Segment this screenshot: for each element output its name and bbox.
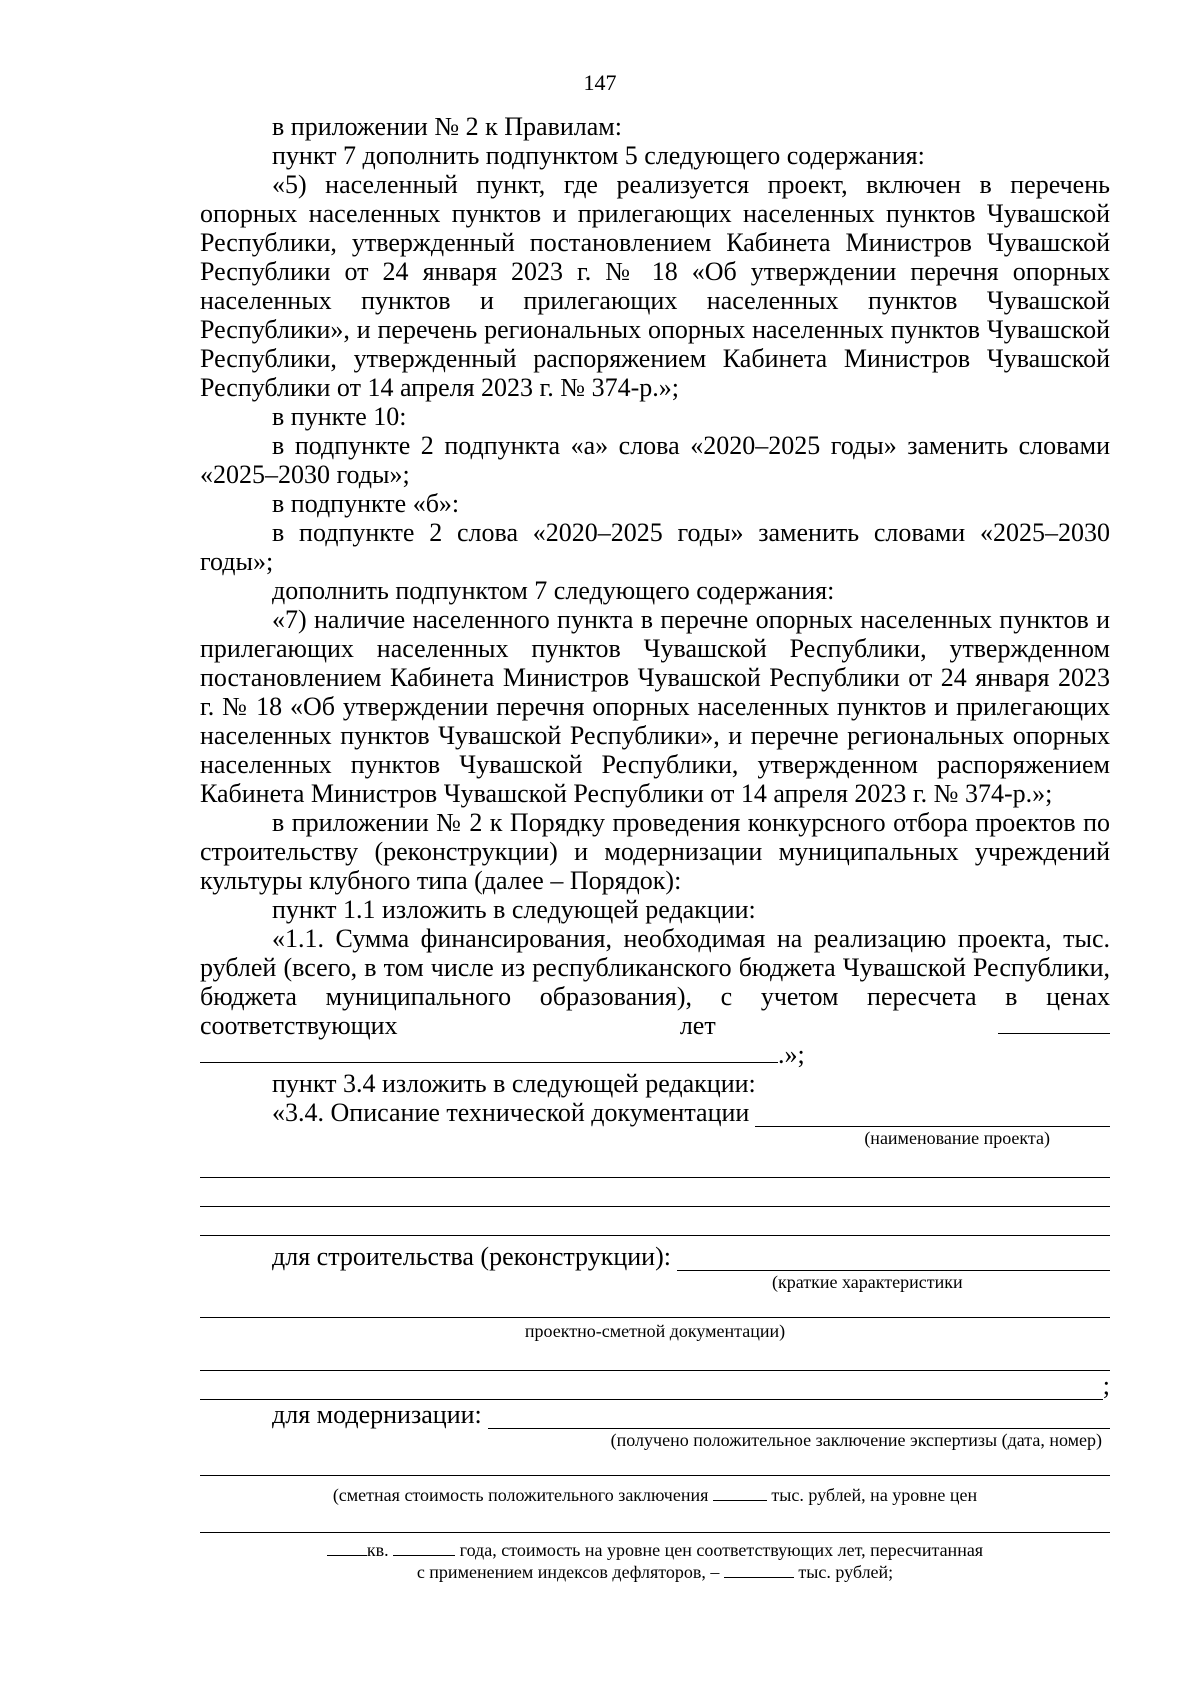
semicolon-row: [200, 1371, 1110, 1400]
paragraph-funding: [200, 924, 1110, 1069]
blank-line: [200, 1342, 1110, 1371]
caption-cost-text: (сметная стоимость положительного заключения: [332, 1485, 709, 1505]
caption-kv: [200, 1539, 1110, 1561]
caption-expertise: (получено положительное заключение экспертизы (дата, номер): [610, 1430, 1102, 1450]
paragraph: «5) населенный пункт, где реализуется проект, включен в перечень опорных населенных пунктов и прилегающих населенных пунктов Чувашской Республики, утвержденный постановлением Кабинета Министров Чувашской Республики от 24 января 2023 г. № 18 «Об утверждении перечня опорных населенных пунктов и прилегающих населенных пунктов Чувашской Республики», и перечень региональных опорных населенных пунктов Чувашской Республики, утвержденный распоряжением Кабинета Министров Чувашской Республики от 14 апреля 2023 г. № 374-р.»;: [200, 170, 1110, 402]
paragraph-text: «1.1. Сумма финансирования, необходимая на реализацию проекта, тыс. рублей (всего, в том числе из республиканского бюджета Чувашской Республики, бюджета муниципального образования), с учетом пересчета в ценах соответствующих лет: [200, 924, 1110, 1040]
paragraph: «7) наличие населенного пункта в перечне опорных населенных пунктов и прилегающих населенных пунктов Чувашской Республики, утвержденном постановлением Кабинета Министров Чувашской Республики от 24 января 2023 г. № 18 «Об утверждении перечня опорных населенных пунктов и прилегающих населенных пунктов Чувашской Республики», и перечне региональных опорных населенных пунктов Чувашской Республики, утвержденном распоряжением Кабинета Министров Чувашской Республики от 14 апреля 2023 г. № 374-р.»;: [200, 605, 1110, 808]
semicolon: ;: [1102, 1371, 1110, 1400]
caption-deflator-text: тыс. рублей;: [798, 1562, 894, 1582]
tech-doc-label: «3.4. Описание технической документации: [272, 1098, 750, 1127]
blank-line: [713, 1484, 767, 1501]
blank-line: [327, 1539, 367, 1556]
blank-line: [200, 1293, 1110, 1318]
blank-line: [755, 1102, 1110, 1127]
caption-project-name: (наименование проекта): [864, 1128, 1050, 1148]
caption-cost: [200, 1484, 1110, 1506]
construction-label: для строительства (реконструкции):: [272, 1242, 671, 1271]
caption-deflator-text: с применением индексов дефляторов, –: [416, 1562, 720, 1582]
blank-line: [200, 1451, 1110, 1476]
blank-line: [200, 1178, 1110, 1207]
blank-line: [200, 1040, 778, 1063]
paragraph: в подпункте «б»:: [272, 489, 460, 518]
caption-deflator: [200, 1561, 1110, 1583]
document-body: [200, 112, 1110, 1583]
paragraph: дополнить подпунктом 7 следующего содержания:: [272, 576, 835, 605]
paragraph: в пункте 10:: [272, 402, 407, 431]
paragraph: в приложении № 2 к Правилам:: [272, 112, 622, 141]
paragraph: пункт 3.4 изложить в следующей редакции:: [272, 1069, 756, 1098]
construction-row: [200, 1242, 1110, 1271]
paragraph: в подпункте 2 слова «2020–2025 годы» заменить словами «2025–2030 годы»;: [200, 518, 1110, 576]
paragraph: пункт 1.1 изложить в следующей редакции:: [272, 895, 756, 924]
caption-cost-text: тыс. рублей, на уровне цен: [771, 1485, 978, 1505]
paragraph: в подпункте 2 подпункта «а» слова «2020–2025 годы» заменить словами «2025–2030 годы»;: [200, 431, 1110, 489]
blank-line: [200, 1377, 1103, 1400]
page-number: 147: [583, 70, 617, 95]
tech-doc-row: [200, 1098, 1110, 1127]
blank-line: [200, 1207, 1110, 1236]
blank-line: [200, 1149, 1110, 1178]
blank-line: [488, 1404, 1110, 1429]
paragraph: в приложении № 2 к Порядку проведения конкурсного отбора проектов по строительству (реконструкции) и модернизации муниципальных учреждений культуры клубного типа (далее – Порядок):: [200, 808, 1110, 895]
blank-line: [724, 1561, 794, 1578]
modernization-label: для модернизации:: [272, 1400, 482, 1429]
caption-psd: проектно-сметной документации): [524, 1321, 786, 1341]
modernization-row: [200, 1400, 1110, 1429]
caption-kv-text: кв.: [366, 1540, 389, 1560]
caption-kv-text: года, стоимость на уровне цен соответствующих лет, пересчитанная: [459, 1540, 984, 1560]
end-quote: .»;: [778, 1040, 805, 1069]
blank-line: [677, 1246, 1110, 1271]
blank-line: [393, 1539, 455, 1556]
caption-brief: (краткие характеристики: [772, 1272, 963, 1292]
blank-line: [200, 1506, 1110, 1533]
paragraph: пункт 7 дополнить подпунктом 5 следующего содержания:: [272, 141, 925, 170]
blank-line: [998, 1011, 1110, 1034]
